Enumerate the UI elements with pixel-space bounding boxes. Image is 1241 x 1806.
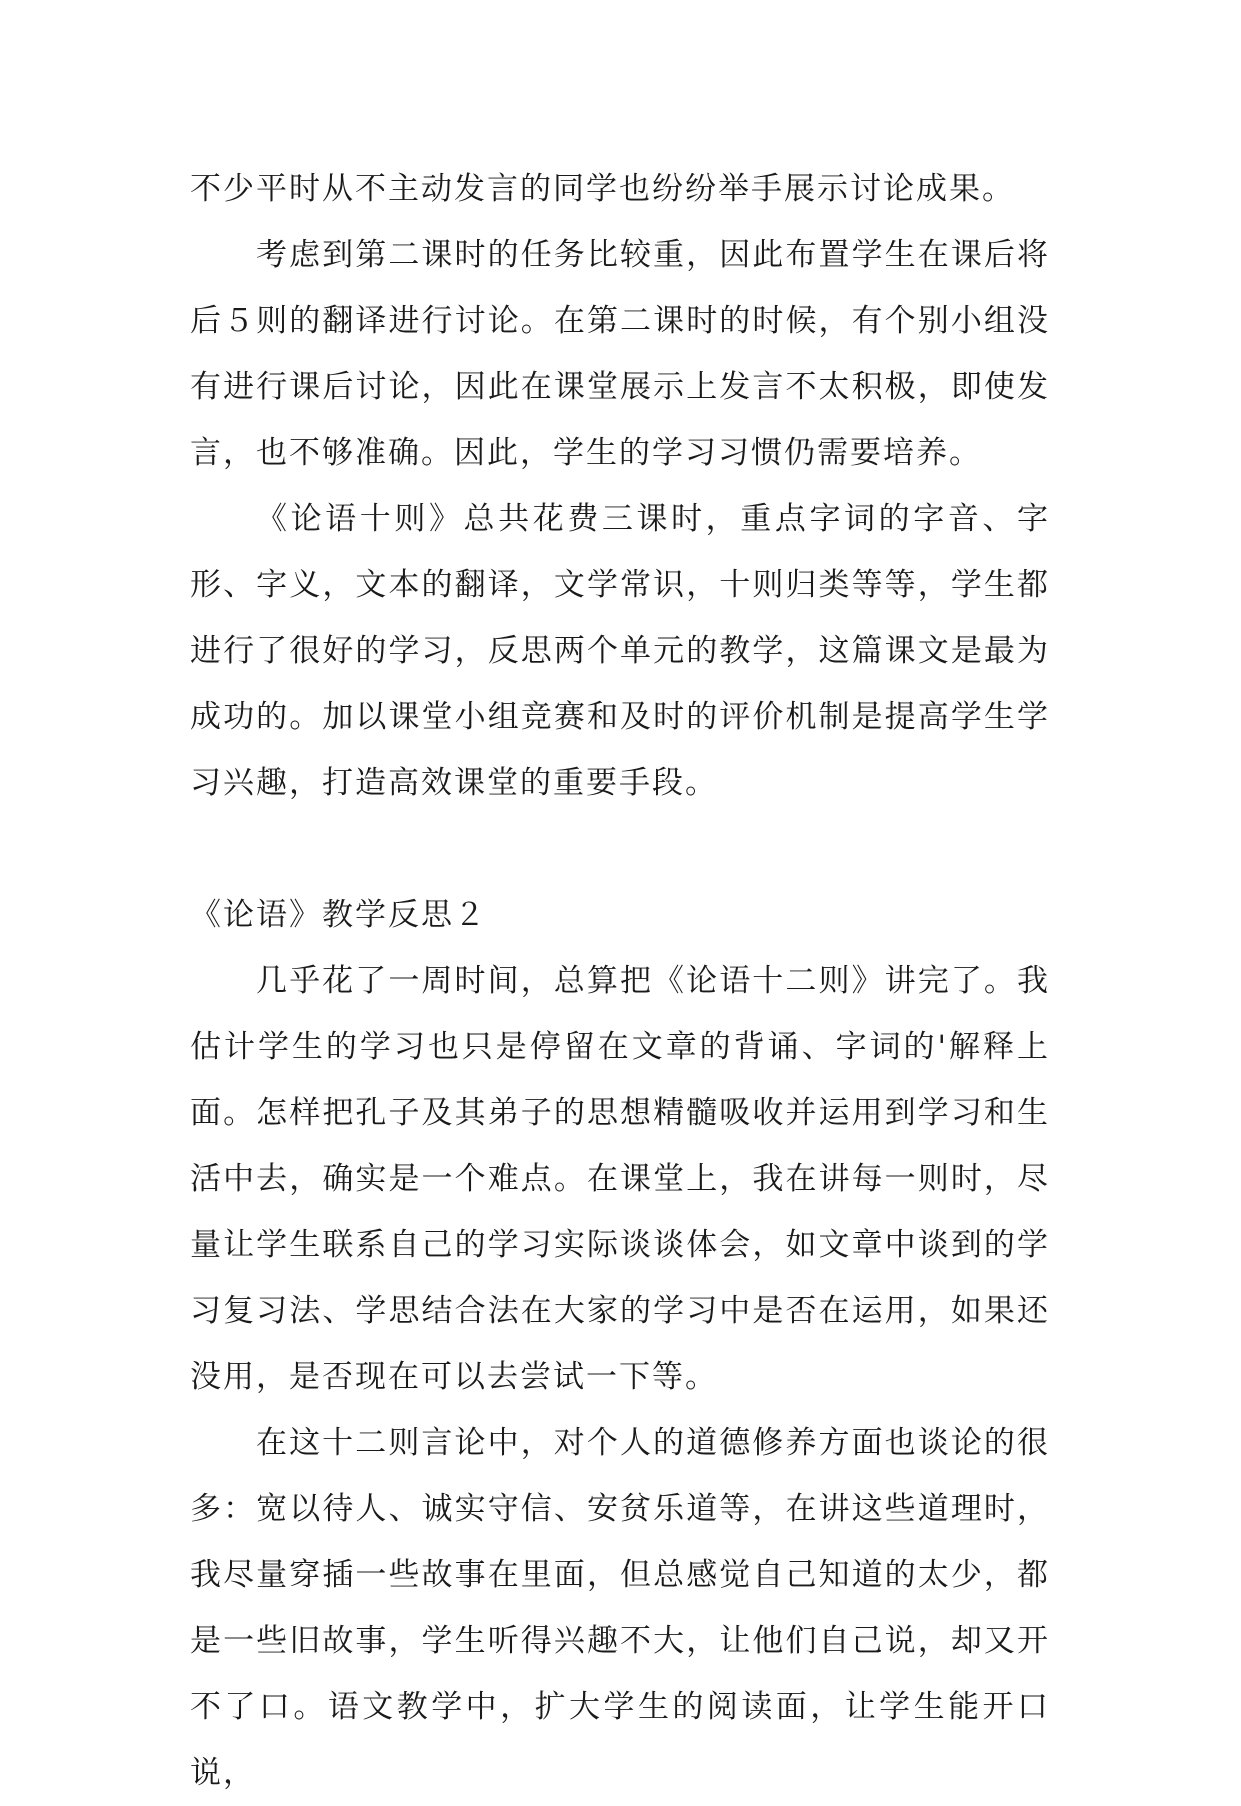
paragraph-5: 在这十二则言论中，对个人的道德修养方面也谈论的很多：宽以待人、诚实守信、安贫乐道等，在讲这些道理时，我尽量穿插一些故事在里面，但总感觉自己知道的太少，都是一些旧故事，学生听得兴趣不大，让他们自己说，却又开不了口。语文教学中，扩大学生的阅读面，让学生能开口说， [190,1425,1050,1791]
paragraph-3: 《论语十则》总共花费三课时，重点字词的字音、字形、字义，文本的翻译，文学常识，十则归类等等，学生都进行了很好的学习，反思两个单元的教学，这篇课文是最为成功的。加以课堂小组竞赛和及时的评价机制是提高学生学习兴趣，打造高效课堂的重要手段。 [190,501,1050,801]
paragraph-2: 考虑到第二课时的任务比较重，因此布置学生在课后将后５则的翻译进行讨论。在第二课时的时候，有个别小组没有进行课后讨论，因此在课堂展示上发言不太积极，即使发言，也不够准确。因此，学生的学习习惯仍需要培养。 [190,237,1050,471]
paragraph-1: 不少平时从不主动发言的同学也纷纷举手展示讨论成果。 [190,171,1015,207]
paragraph-4: 几乎花了一周时间，总算把《论语十二则》讲完了。我估计学生的学习也只是停留在文章的背诵、字词的'解释上面。怎样把孔子及其弟子的思想精髓吸收并运用到学习和生活中去，确实是一个难点。在课堂上，我在讲每一则时，尽量让学生联系自己的学习实际谈谈体会，如文章中谈到的学习复习法、学思结合法在大家的学习中是否在运用，如果还没用，是否现在可以去尝试一下等。 [190,963,1050,1395]
document-body [190,156,1050,1806]
section-title: 《论语》教学反思２ [190,897,487,933]
